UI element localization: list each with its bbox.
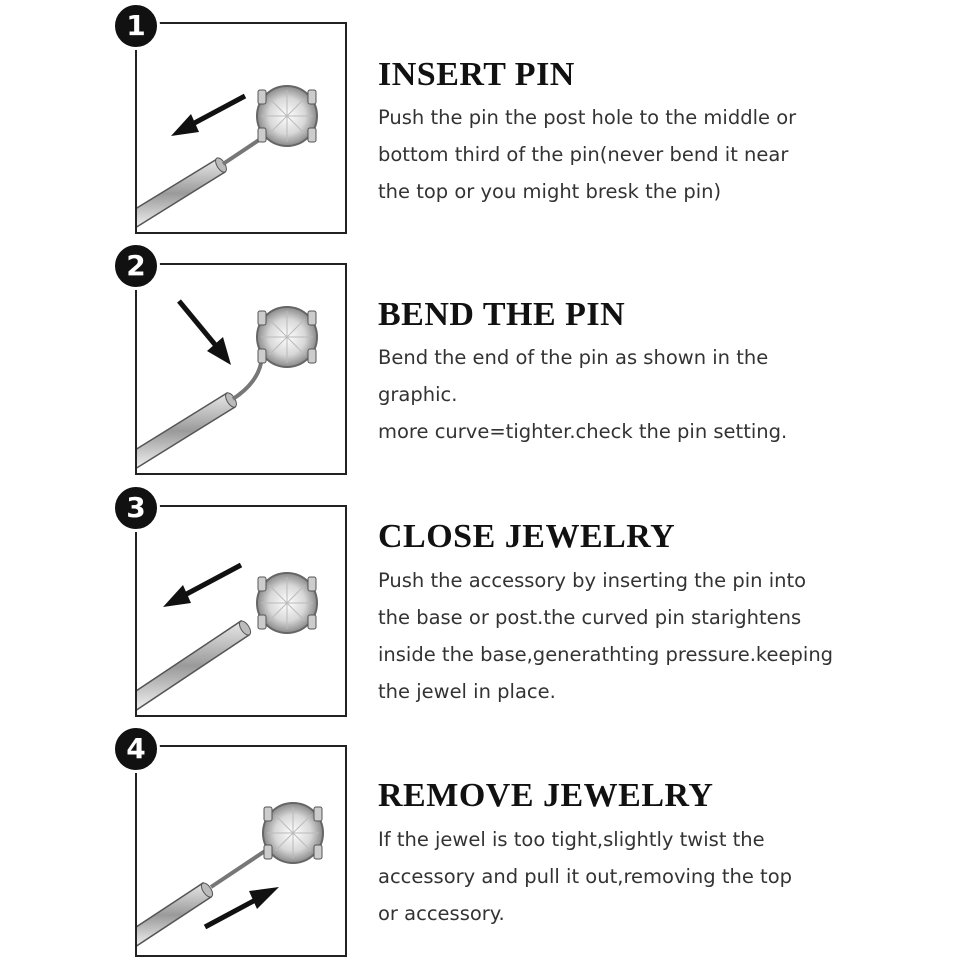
pin-wire	[211, 851, 265, 887]
step-number-badge: 4	[112, 725, 160, 773]
step-number-badge: 1	[112, 2, 160, 50]
step-1-illustration	[135, 22, 347, 234]
gem-icon	[263, 803, 323, 863]
step-title: BEND THE PIN	[378, 296, 626, 333]
gem-icon	[257, 86, 317, 146]
step-4-illustration	[135, 745, 347, 957]
step-1	[0, 0, 960, 230]
step-title: INSERT PIN	[378, 56, 575, 93]
nose-stud-tube	[137, 391, 239, 469]
arrow-left-icon	[171, 96, 245, 136]
step-description: Bend the end of the pin as shown in the graphic. more curve=tighter.check the pin setting.	[378, 346, 788, 443]
step-description: If the jewel is too tight,slightly twist the accessory and pull it out,removing the top or accessory.	[378, 828, 793, 925]
gem-icon	[257, 573, 317, 633]
nose-stud-tube	[137, 881, 215, 947]
step-description: Push the accessory by inserting the pin into the base or post.the curved pin starightens inside the base,generathting pressure.keeping the jewel in place.	[378, 569, 834, 703]
step-3	[0, 482, 960, 712]
arrow-up-right-icon	[205, 887, 279, 927]
step-title: CLOSE JEWELRY	[378, 518, 676, 555]
step-2-illustration	[135, 263, 347, 475]
step-title: REMOVE JEWELRY	[378, 777, 714, 814]
arrow-down-right-icon	[179, 301, 231, 365]
insert-pin-illustration	[137, 24, 345, 232]
remove-jewelry-illustration	[137, 747, 345, 955]
step-number-badge: 3	[112, 484, 160, 532]
close-jewelry-illustration	[137, 507, 345, 715]
arrow-left-icon	[163, 565, 241, 607]
step-3-illustration	[135, 505, 347, 717]
step-2	[0, 240, 960, 470]
nose-stud-tube	[137, 156, 229, 228]
step-description: Push the pin the post hole to the middle or bottom third of the pin(never bend it near the top or you might bresk the pin)	[378, 106, 797, 203]
nose-stud-tube	[137, 619, 253, 711]
step-4	[0, 725, 960, 955]
bend-pin-illustration	[137, 265, 345, 473]
gem-icon	[257, 307, 317, 367]
pin-wire	[223, 138, 262, 164]
step-number-badge: 2	[112, 242, 160, 290]
